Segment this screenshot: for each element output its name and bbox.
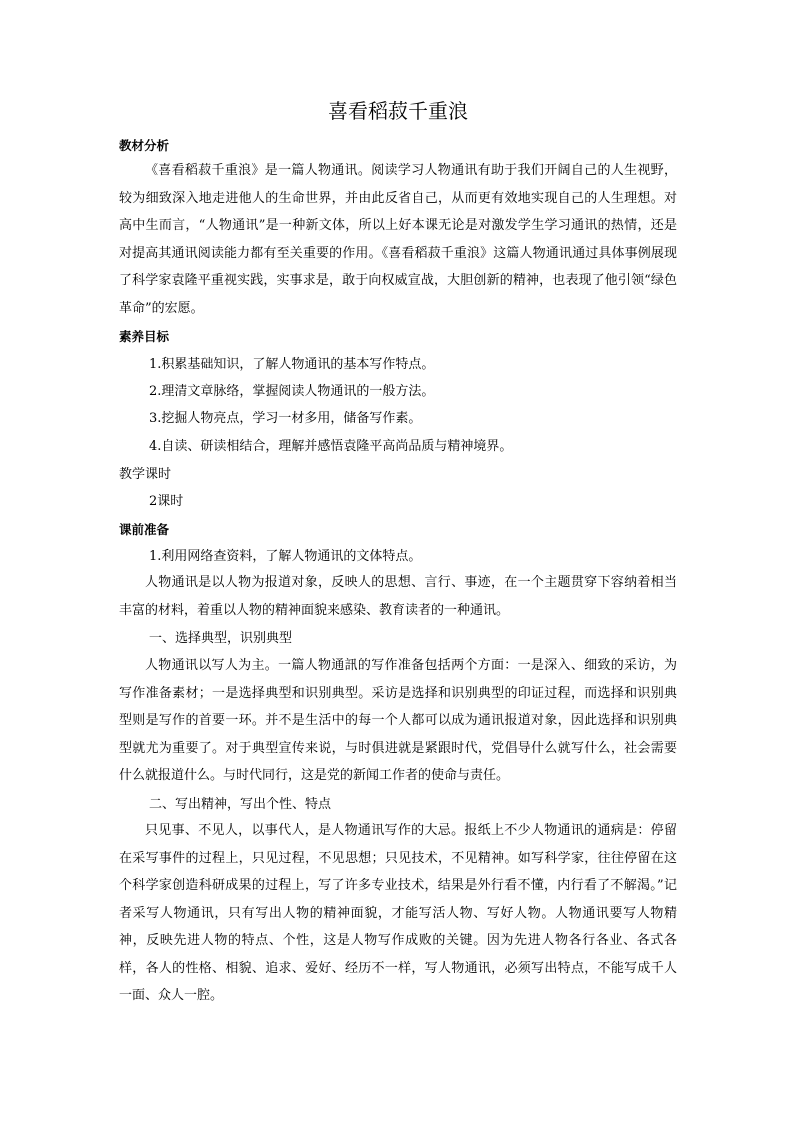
prep-paragraph-2: 人物通讯以写人为主。一篇人物通訊的写作准备包括两个方面：一是深入、细致的采访，为写作准备素材；一是选择典型和识别典型。采访是选择和识别典型的印证过程，而选择和识别典型则是写作的首要一环。并不是生活中的每一个人都可以成为通讯报道对象，因此选择和识别典型就尤为重要了。对于典型宣传来说，与时俱进就是紧跟时代，党倡导什么就写什么，社会需要什么就报道什么。与时代同行，这是党的新闻工作者的使命与责任。 [119, 658, 677, 783]
document-title: 喜看稻菽千重浪 [328, 99, 468, 123]
goal-item-1: 1.积累基础知识，了解人物通讯的基本写作特点。 [149, 357, 435, 372]
section-heading-analysis: 教材分析 [119, 138, 170, 153]
section-heading-prep: 课前准备 [119, 522, 170, 537]
section-heading-hours: 教学课时 [119, 467, 172, 482]
prep-item-1: 1.利用网络查资料，了解人物通讯的文体特点。 [149, 549, 422, 564]
goal-item-3: 3.挖掘人物亮点，学习一材多用，储备写作素。 [149, 411, 422, 426]
prep-subheading-2: 二、写出精神，写出个性、特点 [149, 797, 332, 812]
goal-item-2: 2.理清文章脉络，掌握阅读人物通讯的一般方法。 [149, 384, 435, 399]
hours-value: 2课时 [149, 494, 184, 509]
goal-item-4: 4.自读、研读相结合，理解并感悟袁隆平高尚品质与精神境界。 [149, 439, 513, 454]
analysis-paragraph: 《喜看稻菽千重浪》是一篇人物通讯。阅读学习人物通讯有助于我们开阔自己的人生视野，较为细致深入地走进他人的生命世界，并由此反省自己，从而更有效地实现自己的人生理想。对高中生而言，“人物通讯”是一种新文体，所以上好本课无论是对激发学生学习通讯的热情，还是对提高其通讯阅读能力都有至关重要的作用。《喜看稻菽千重浪》这篇人物通讯通过具体事例展现了科学家袁隆平重视实践，实事求是，敢于向权威宣战，大胆创新的精神，也表现了他引领“绿色革命”的宏愿。 [119, 163, 677, 316]
prep-paragraph-1: 人物通讯是以人物为报道对象，反映人的思想、言行、事迹，在一个主题贯穿下容纳着相当丰富的材料，着重以人物的精神面貌来感染、教育读者的一种通讯。 [119, 575, 677, 618]
prep-paragraph-3: 只见事、不见人，以事代人，是人物通讯写作的大忌。报纸上不少人物通讯的通病是：停留在采写事件的过程上，只见过程，不见思想；只见技术，不见精神。如写科学家，往往停留在这个科学家创造科研成果的过程上，写了许多专业技术，结果是外行看不懂，内行看了不解渴。”记者采写人物通讯，只有写出人物的精神面貌，才能写活人物、写好人物。人物通讯要写人物精神，反映先进人物的特点、个性，这是人物写作成败的关键。因为先进人物各行各业、各式各样，各人的性格、相貌、追求、爱好、经历不一样，写人物通讯，必须写出特点，不能写成千人一面、众人一腔。 [119, 823, 677, 1003]
prep-subheading-1: 一、选择典型，识别典型 [149, 631, 293, 646]
section-heading-goals: 素养目标 [119, 329, 170, 344]
